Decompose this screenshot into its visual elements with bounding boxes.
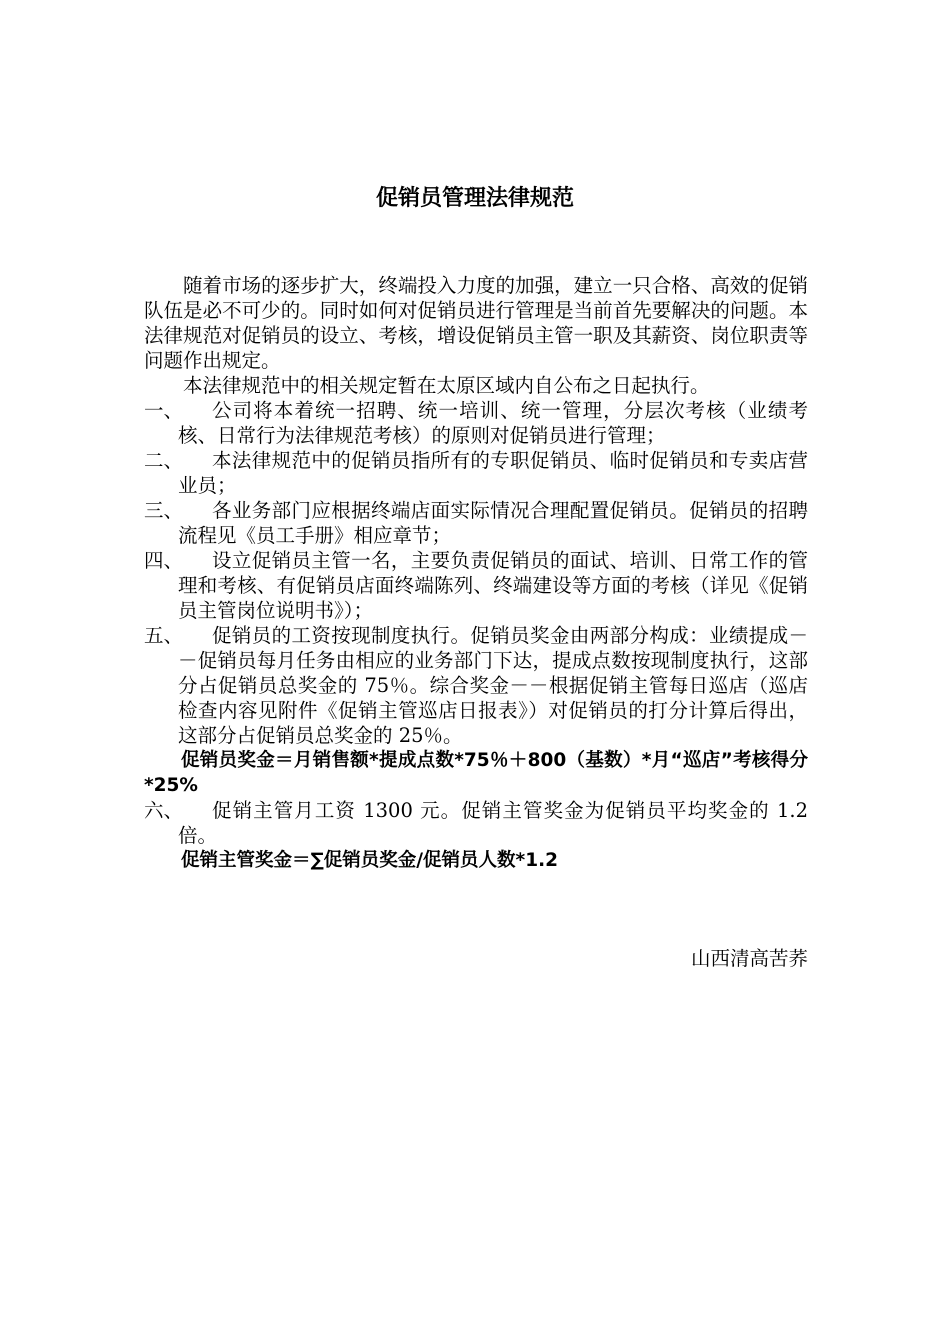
list-item <box>144 798 808 848</box>
list-item-text: 促销主管月工资 1300 元。促销主管奖金为促销员平均奖金的 1.2 倍。 <box>178 799 808 847</box>
signature: 山西清高苦荞 <box>690 947 808 970</box>
list-item-number: 三、 <box>144 499 184 522</box>
effective-scope-paragraph: 本法律规范中的相关规定暂在太原区域内自公布之日起执行。 <box>183 374 710 397</box>
document-title: 促销员管理法律规范 <box>375 186 574 211</box>
list-item <box>144 498 808 548</box>
list-item <box>144 623 808 748</box>
list-item-text: 公司将本着统一招聘、统一培训、统一管理，分层次考核（业绩考核、日常行为法律规范考核）的原则对促销员进行管理； <box>178 399 808 447</box>
list-item-number: 五、 <box>144 624 184 647</box>
list-item-text: 设立促销员主管一名，主要负责促销员的面试、培训、日常工作的管理和考核、有促销员店面终端陈列、终端建设等方面的考核（详见《促销员主管岗位说明书》）； <box>178 549 808 622</box>
list-item <box>144 448 808 498</box>
list-item-number: 六、 <box>144 799 184 822</box>
list-item-text: 本法律规范中的促销员指所有的专职促销员、临时促销员和专卖店营业员； <box>178 449 808 497</box>
list-item-number: 四、 <box>144 549 184 572</box>
document-body <box>144 273 808 873</box>
list-item-text: 促销员的工资按现制度执行。促销员奖金由两部分构成：业绩提成－－促销员每月任务由相应的业务部门下达，提成点数按现制度执行，这部分占促销员总奖金的 75％。综合奖金－－根据促销主管每日巡店（巡店检查内容见附件《促销主管巡店日报表》）对促销员的打分计算后得出，这部分占促销员总奖金的 25％。 <box>178 624 808 747</box>
intro-paragraph: 随着市场的逐步扩大，终端投入力度的加强，建立一只合格、高效的促销队伍是必不可少的。同时如何对促销员进行管理是当前首先要解决的问题。本法律规范对促销员的设立、考核，增设促销员主管一职及其薪资、岗位职责等问题作出规定。 <box>144 274 808 372</box>
list-item-text: 各业务部门应根据终端店面实际情况合理配置促销员。促销员的招聘流程见《员工手册》相应章节； <box>178 499 808 547</box>
list-item-number: 二、 <box>144 449 184 472</box>
list-item-number: 一、 <box>144 399 184 422</box>
promoter-bonus-formula: 促销员奖金＝月销售额*提成点数*75％＋800（基数）*月“巡店”考核得分*25% <box>144 750 808 796</box>
list-item <box>144 548 808 623</box>
list-item <box>144 398 808 448</box>
supervisor-bonus-formula: 促销主管奖金＝∑促销员奖金/促销员人数*1.2 <box>181 850 558 871</box>
